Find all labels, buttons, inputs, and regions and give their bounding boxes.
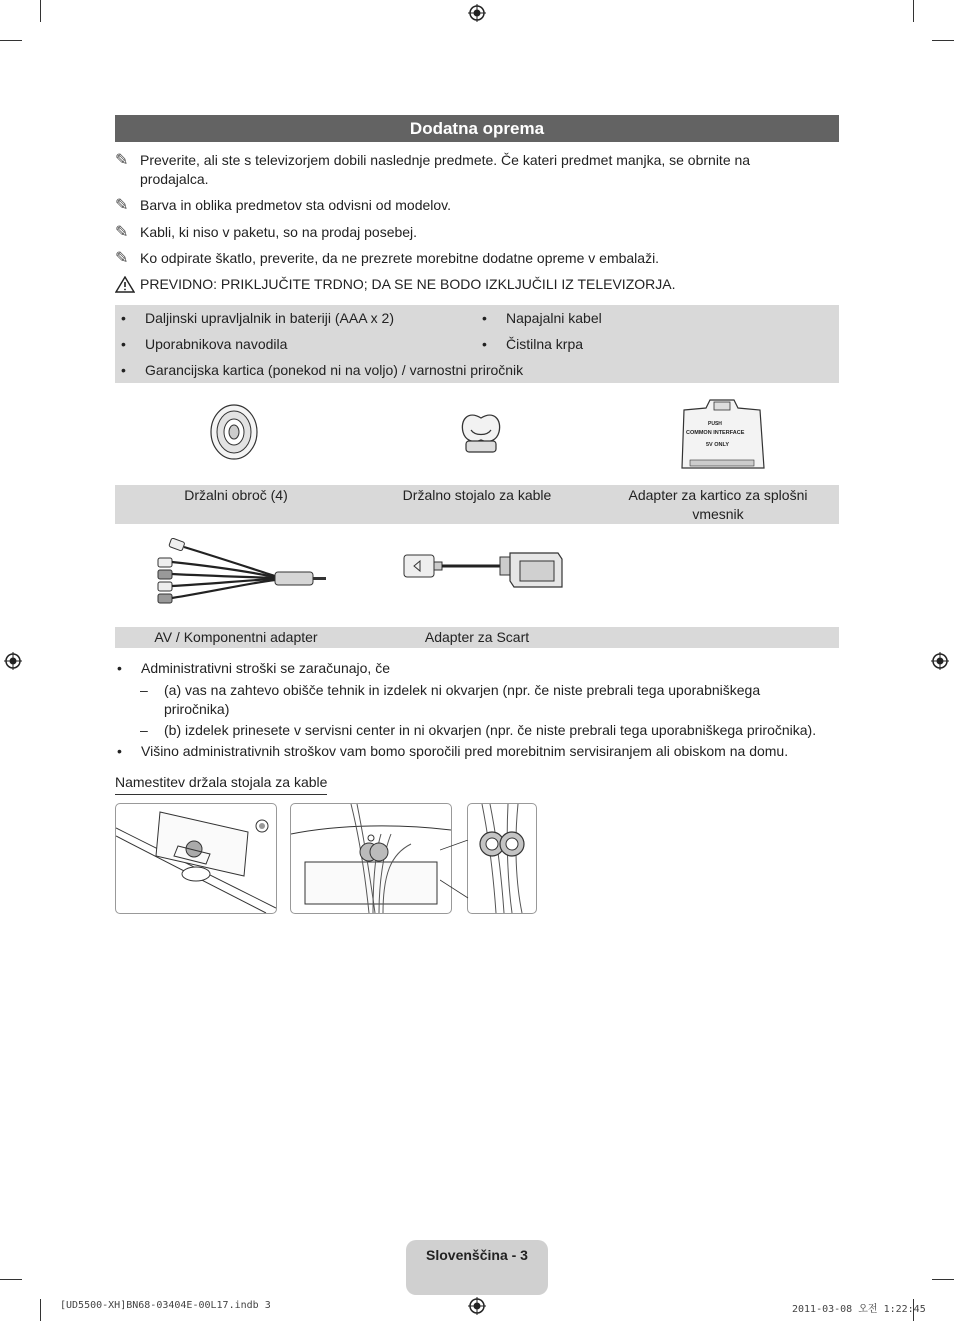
crop-mark (0, 1279, 22, 1280)
crop-mark (40, 1299, 41, 1321)
pencil-icon: ✎ (115, 152, 129, 169)
holder-ring-illustration (208, 403, 260, 461)
zoom-connector-lines (440, 840, 470, 900)
note (115, 223, 815, 243)
scart-adapter-illustration (398, 545, 568, 597)
print-slug-right: 2011-03-08 오전 1:22:45 (792, 1304, 926, 1315)
pencil-icon: ✎ (115, 250, 129, 267)
note-text: Barva in oblika predmetov sta odvisni od modelov. (140, 197, 452, 213)
note (115, 196, 815, 216)
accessory-caption: Držalno stojalo za kable (402, 487, 552, 503)
admin-sub-b: (b) izdelek prinesete v servisni center in ni okvarjen (npr. če niste prebrali tega uporabniškega priročnika). (164, 722, 817, 738)
accessory-caption: Adapter za kartico za splošni vmesnik (628, 487, 808, 522)
warning-triangle-icon (115, 276, 135, 293)
included-items-box: • Daljinski upravljalnik in bateriji (AAA x 2) • Napajalni kabel • Uporabnikova navodila • Čistilna krpa • Garancijska kartica (ponekod ni na voljo) / varnostni priročnik (115, 305, 839, 383)
svg-text:PUSH: PUSH (708, 421, 722, 427)
svg-text:5V ONLY: 5V ONLY (706, 442, 730, 448)
av-component-adapter-illustration (150, 538, 330, 618)
install-figure-1 (115, 803, 277, 914)
crop-mark (40, 0, 41, 22)
note-text: Kabli, ki niso v paketu, so na prodaj posebej. (140, 224, 418, 240)
registration-mark-icon (468, 4, 486, 22)
pencil-icon: ✎ (115, 224, 129, 241)
pencil-icon: ✎ (115, 197, 129, 214)
install-figure-2 (290, 803, 452, 914)
note (115, 151, 815, 191)
section-title: Dodatna oprema (115, 115, 839, 142)
accessory-caption: Adapter za Scart (424, 629, 530, 645)
note-text: Preverite, ali ste s televizorjem dobili naslednje predmete. Če kateri predmet manjka, se obrnite na prodajalca. (140, 152, 751, 187)
note-text: Ko odpirate škatlo, preverite, da ne prezrete morebitne dodatne opreme v embalaži. (140, 250, 660, 266)
note (115, 249, 815, 269)
crop-mark (932, 40, 954, 41)
registration-mark-icon (4, 652, 22, 670)
svg-text:COMMON INTERFACE: COMMON INTERFACE (686, 430, 745, 436)
print-slug-left: [UD5500-XH]BN68-03404E-00L17.indb 3 (60, 1300, 271, 1311)
crop-mark (913, 0, 914, 22)
page-number-badge (406, 1240, 548, 1295)
install-figure-detail (467, 803, 537, 914)
admin-sub-a: (a) vas na zahtevo obišče tehnik in izdelek ni okvarjen (npr. če niste prebrali tega uporabniškega priročnika) (164, 682, 761, 717)
warning-text: PREVIDNO: PRIKLJUČITE TRDNO; DA SE NE BODO IZKLJUČILI IZ TELEVIZORJA. (140, 276, 676, 292)
page-number-label: Slovenščina - 3 (426, 1247, 528, 1263)
registration-mark-icon (931, 652, 949, 670)
crop-mark (0, 40, 22, 41)
accessory-caption: AV / Komponentni adapter (154, 629, 318, 645)
warning-note (115, 275, 839, 295)
admin-intro: Administrativni stroški se zaračunajo, če (141, 660, 390, 676)
ci-card-adapter-illustration (676, 398, 768, 472)
crop-mark (932, 1279, 954, 1280)
cable-holder-stand-illustration (458, 410, 504, 456)
accessory-caption: Držalni obroč (4) (184, 487, 288, 503)
registration-mark-icon (468, 1297, 486, 1315)
admin-amount: Višino administrativnih stroškov vam bomo sporočili pred morebitnim servisiranjem ali obiskom na domu. (141, 743, 789, 759)
install-heading: Namestitev držala stojala za kable (115, 773, 327, 795)
